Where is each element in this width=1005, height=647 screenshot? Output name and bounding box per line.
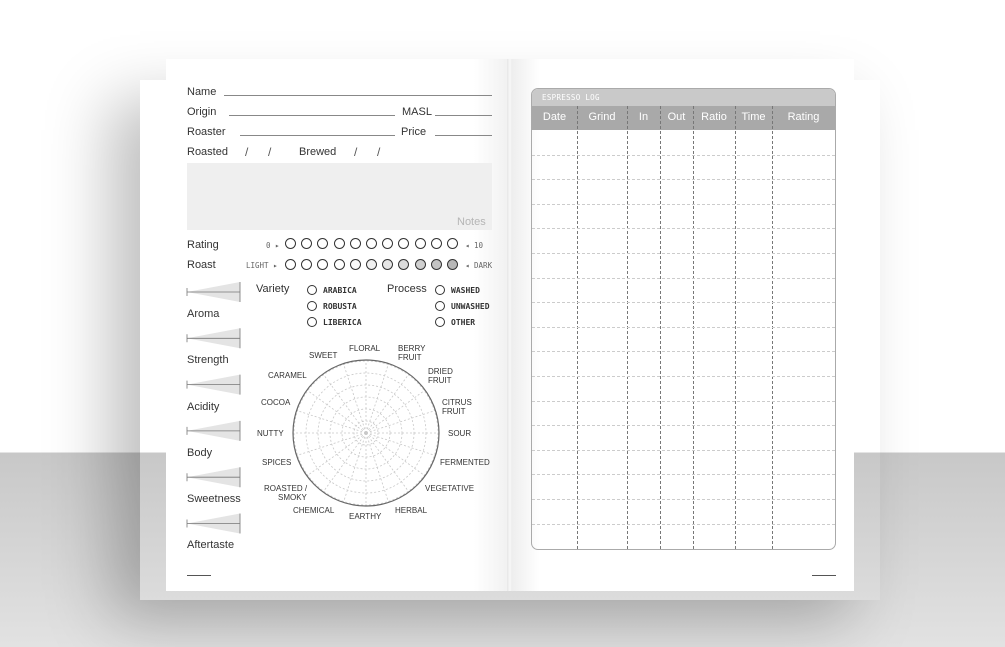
wheel-label-floral: FLORAL — [349, 344, 381, 353]
rating-label: Rating — [187, 239, 219, 251]
column-header-ratio: Ratio — [701, 111, 727, 123]
wheel-label-chemical: CHEMICAL — [293, 506, 335, 515]
wheel-label-cocoa: COCOA — [261, 398, 291, 407]
wheel-label-roasted: ROASTED / — [264, 484, 308, 493]
flavor-wheel[interactable] — [290, 357, 442, 509]
right-page-number-line — [812, 575, 836, 576]
washed-checkbox[interactable] — [435, 285, 445, 295]
rating-circle[interactable] — [447, 238, 458, 249]
roasted-slash: / — [245, 145, 249, 159]
rating-circle[interactable] — [285, 238, 296, 249]
row-divider — [532, 179, 835, 180]
wheel-label-dried: DRIED — [428, 367, 453, 376]
row-divider — [532, 450, 835, 451]
origin-label: Origin — [187, 106, 217, 118]
notes-box[interactable] — [187, 163, 492, 230]
wheel-label-sweet: SWEET — [309, 351, 338, 360]
roaster-label: Roaster — [187, 126, 226, 138]
row-divider — [532, 524, 835, 525]
wheel-label-dried-fruit: FRUIT — [428, 376, 452, 385]
wheel-spoke — [323, 374, 366, 433]
row-divider — [532, 228, 835, 229]
other-label: OTHER — [451, 318, 476, 327]
washed-label: WASHED — [451, 286, 480, 295]
wheel-spoke — [366, 433, 409, 492]
espresso-log-table — [531, 88, 836, 550]
robusta-label: ROBUSTA — [323, 302, 357, 311]
row-divider — [532, 204, 835, 205]
sensory-scales — [185, 280, 245, 550]
wheel-spoke — [366, 433, 389, 502]
wheel-label-caramel: CARAMEL — [268, 371, 307, 380]
roast-circle[interactable] — [334, 259, 345, 270]
brewed-label: Brewed — [299, 146, 337, 158]
espresso-log-title: ESPRESSO LOG — [542, 93, 600, 102]
wheel-label-sour: SOUR — [448, 429, 472, 438]
row-divider — [532, 376, 835, 377]
wheel-spoke — [307, 390, 366, 433]
name-line[interactable] — [224, 95, 492, 96]
masl-label: MASL — [402, 106, 432, 118]
roast-circle[interactable] — [431, 259, 442, 270]
wheel-label-nutty: NUTTY — [257, 429, 284, 438]
unwashed-checkbox[interactable] — [435, 301, 445, 311]
brewed-slash: / — [354, 145, 358, 159]
row-divider — [532, 401, 835, 402]
roast-circle[interactable] — [350, 259, 361, 270]
aftertaste-label: Aftertaste — [187, 539, 235, 551]
row-divider — [532, 278, 835, 279]
liberica-label: LIBERICA — [323, 318, 362, 327]
masl-line[interactable] — [435, 115, 492, 116]
flavor-wheel-grid — [293, 360, 439, 506]
arabica-label: ARABICA — [323, 286, 357, 295]
variety-label: Variety — [256, 283, 290, 295]
wheel-label-herbal: HERBAL — [395, 506, 428, 515]
price-label: Price — [401, 126, 427, 138]
wheel-spoke — [297, 410, 366, 433]
roast-circle[interactable] — [366, 259, 377, 270]
rating-circle[interactable] — [415, 238, 426, 249]
column-header-date: Date — [542, 111, 567, 123]
rating-circle[interactable] — [366, 238, 377, 249]
roast-label: Roast — [187, 259, 216, 271]
wheel-spoke — [366, 433, 425, 476]
arabica-checkbox[interactable] — [307, 285, 317, 295]
roast-circle[interactable] — [285, 259, 296, 270]
rating-circle[interactable] — [334, 238, 345, 249]
unwashed-label: UNWASHED — [451, 302, 490, 311]
process-label: Process — [387, 283, 427, 295]
roast-circle[interactable] — [415, 259, 426, 270]
roaster-line[interactable] — [240, 135, 395, 136]
row-divider — [532, 499, 835, 500]
roast-circle[interactable] — [447, 259, 458, 270]
wheel-spoke — [366, 390, 425, 433]
other-checkbox[interactable] — [435, 317, 445, 327]
column-header-rating: Rating — [787, 111, 820, 123]
rating-max-label: ◂ 10 — [465, 241, 484, 250]
column-header-in: In — [638, 111, 649, 123]
price-line[interactable] — [435, 135, 492, 136]
column-header-grind: Grind — [588, 111, 616, 123]
roasted-label: Roasted — [187, 146, 228, 158]
row-divider — [532, 425, 835, 426]
aroma-label: Aroma — [187, 308, 220, 320]
rating-circle[interactable] — [431, 238, 442, 249]
espresso-log-title-bar — [532, 89, 835, 106]
wheel-label-earthy: EARTHY — [349, 512, 382, 521]
row-divider — [532, 327, 835, 328]
strength-label: Strength — [187, 354, 229, 366]
brewed-slash: / — [377, 145, 381, 159]
wheel-spoke — [366, 433, 435, 456]
row-divider — [532, 155, 835, 156]
wheel-label-berry: BERRY — [398, 344, 426, 353]
row-divider — [532, 302, 835, 303]
wheel-label-citrus-fruit: FRUIT — [442, 407, 466, 416]
name-label: Name — [187, 86, 217, 98]
row-divider — [532, 474, 835, 475]
wheel-spoke — [323, 433, 366, 492]
roasted-slash: / — [268, 145, 272, 159]
origin-line[interactable] — [229, 115, 395, 116]
wheel-spoke — [343, 364, 366, 433]
robusta-checkbox[interactable] — [307, 301, 317, 311]
row-divider — [532, 253, 835, 254]
wheel-spoke — [307, 433, 366, 476]
roast-max-label: ◂ DARK — [465, 261, 493, 270]
body-label: Body — [187, 447, 213, 459]
column-header-out: Out — [667, 111, 686, 123]
column-header-time: Time — [741, 111, 766, 123]
wheel-label-citrus: CITRUS — [442, 398, 472, 407]
notes-label: Notes — [457, 216, 486, 228]
row-divider — [532, 351, 835, 352]
rating-circle[interactable] — [350, 238, 361, 249]
wheel-label-fermented: FERMENTED — [440, 458, 490, 467]
wheel-label-spices: SPICES — [262, 458, 292, 467]
acidity-label: Acidity — [187, 401, 220, 413]
roast-min-label: LIGHT ▸ — [246, 261, 278, 270]
wheel-label-berry-fruit: FRUIT — [398, 353, 422, 362]
wheel-label-smoky: SMOKY — [278, 493, 307, 502]
wheel-label-vegetative: VEGETATIVE — [425, 484, 475, 493]
liberica-checkbox[interactable] — [307, 317, 317, 327]
sweetness-label: Sweetness — [187, 493, 241, 505]
rating-min-label: 0 ▸ — [266, 241, 280, 250]
left-page-number-line — [187, 575, 211, 576]
wheel-spoke — [366, 374, 409, 433]
